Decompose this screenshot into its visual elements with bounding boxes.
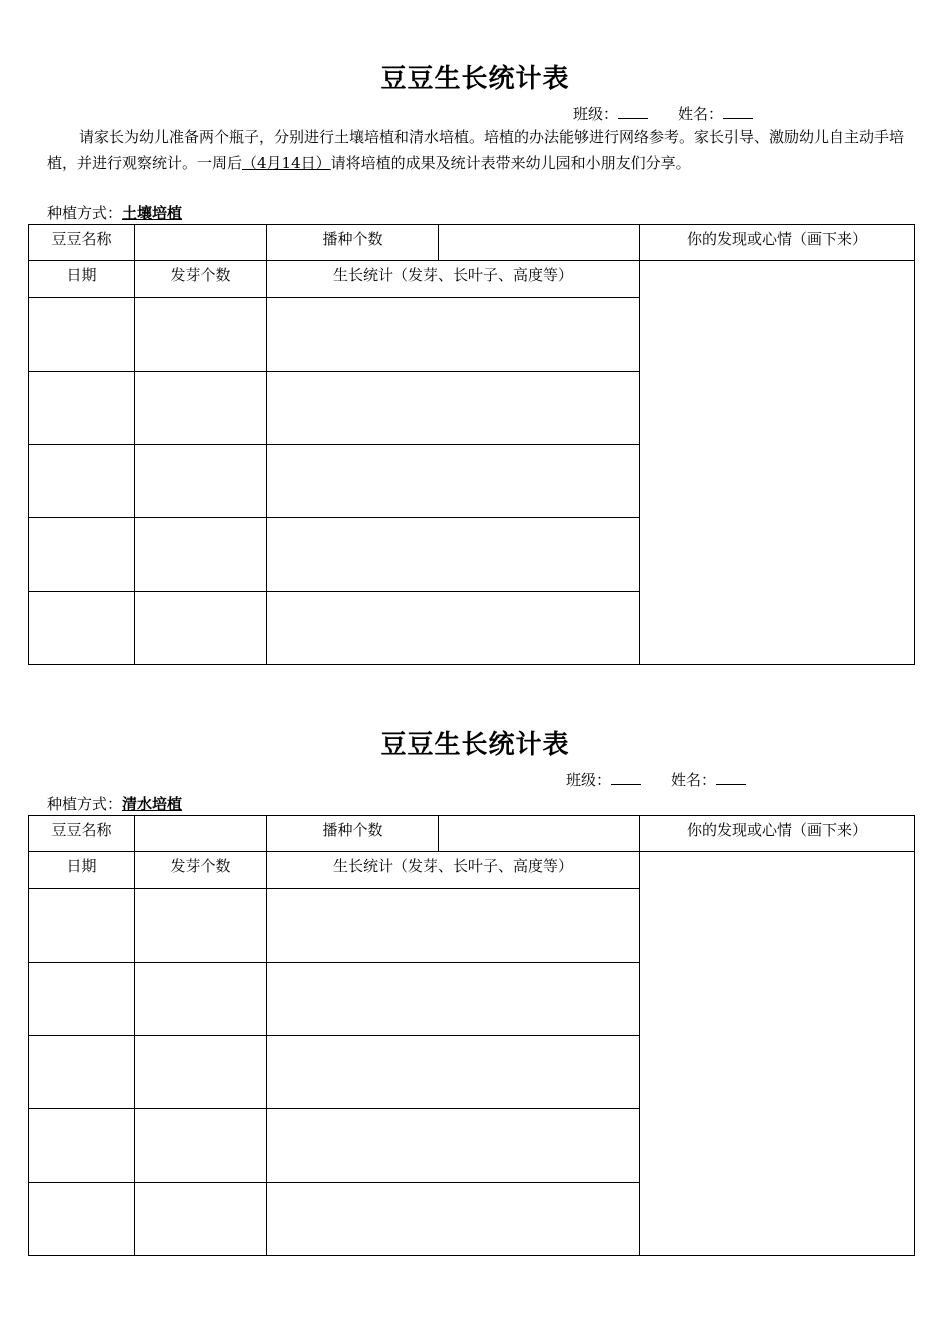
page-title: 豆豆生长统计表 (380, 64, 570, 94)
growth-stats-cell[interactable] (267, 1109, 640, 1182)
class-blank[interactable] (618, 104, 648, 119)
growth-stats-cell[interactable] (267, 962, 640, 1035)
sprout-count-cell[interactable] (135, 591, 267, 664)
class-label: 班级： (566, 771, 612, 789)
growth-stats-cell[interactable] (267, 591, 640, 664)
growth-stats-cell[interactable] (267, 889, 640, 962)
sprout-count-cell[interactable] (135, 962, 267, 1035)
bean-name-header: 豆豆名称 (29, 816, 135, 852)
intro-paragraph (47, 124, 907, 176)
class-blank[interactable] (611, 770, 641, 785)
name-label: 姓名： (678, 105, 724, 123)
sprout-count-cell[interactable] (135, 298, 267, 371)
bean-name-header: 豆豆名称 (29, 225, 135, 261)
findings-header: 你的发现或心情（画下来） (640, 225, 915, 261)
method-label: 种植方式： (47, 795, 123, 813)
date-cell[interactable] (29, 1182, 135, 1255)
class-name-line (573, 103, 753, 124)
planting-method-2 (47, 793, 182, 814)
date-header: 日期 (29, 261, 135, 298)
page-title-2: 豆豆生长统计表 (380, 730, 570, 760)
sow-count-header: 播种个数 (267, 225, 439, 261)
findings-header: 你的发现或心情（画下来） (640, 816, 915, 852)
date-cell[interactable] (29, 1035, 135, 1108)
sow-count-cell[interactable] (439, 225, 640, 261)
growth-stats-cell[interactable] (267, 444, 640, 517)
name-label: 姓名： (671, 771, 717, 789)
sprout-count-cell[interactable] (135, 518, 267, 591)
class-label: 班级： (573, 105, 619, 123)
drawing-area[interactable] (640, 261, 915, 665)
sow-count-cell[interactable] (439, 816, 640, 852)
bean-name-cell[interactable] (135, 816, 267, 852)
sprout-count-cell[interactable] (135, 1182, 267, 1255)
bean-name-cell[interactable] (135, 225, 267, 261)
name-blank[interactable] (716, 770, 746, 785)
sprout-count-header: 发芽个数 (135, 852, 267, 889)
date-cell[interactable] (29, 962, 135, 1035)
sprout-count-cell[interactable] (135, 444, 267, 517)
growth-stats-cell[interactable] (267, 1035, 640, 1108)
growth-table-soil (28, 224, 915, 665)
sprout-count-cell[interactable] (135, 371, 267, 444)
growth-stats-cell[interactable] (267, 1182, 640, 1255)
method-value: 清水培植 (122, 795, 183, 813)
date-cell[interactable] (29, 889, 135, 962)
growth-stats-header: 生长统计（发芽、长叶子、高度等） (267, 852, 640, 889)
sprout-count-cell[interactable] (135, 1109, 267, 1182)
growth-stats-header: 生长统计（发芽、长叶子、高度等） (267, 261, 640, 298)
date-header: 日期 (29, 852, 135, 889)
intro-date: （4月14日） (242, 154, 331, 172)
date-cell[interactable] (29, 298, 135, 371)
growth-table-water (28, 815, 915, 1256)
name-blank[interactable] (723, 104, 753, 119)
growth-stats-cell[interactable] (267, 371, 640, 444)
date-cell[interactable] (29, 371, 135, 444)
intro-text-before: 请家长为幼儿准备两个瓶子，分别进行土壤培植和清水培植。培植的办法能够进行网络参考。家长引导、激励幼儿自主动手培植，并进行观察统计。一周后 (47, 128, 905, 172)
sprout-count-cell[interactable] (135, 1035, 267, 1108)
drawing-area[interactable] (640, 852, 915, 1256)
sprout-count-header: 发芽个数 (135, 261, 267, 298)
date-cell[interactable] (29, 1109, 135, 1182)
growth-stats-cell[interactable] (267, 518, 640, 591)
sprout-count-cell[interactable] (135, 889, 267, 962)
class-name-line-2 (566, 769, 746, 790)
growth-stats-cell[interactable] (267, 298, 640, 371)
date-cell[interactable] (29, 444, 135, 517)
date-cell[interactable] (29, 518, 135, 591)
date-cell[interactable] (29, 591, 135, 664)
sow-count-header: 播种个数 (267, 816, 439, 852)
planting-method (47, 202, 182, 223)
method-label: 种植方式： (47, 204, 123, 222)
method-value: 土壤培植 (122, 204, 183, 222)
intro-text-after: 请将培植的成果及统计表带来幼儿园和小朋友们分享。 (330, 154, 691, 172)
